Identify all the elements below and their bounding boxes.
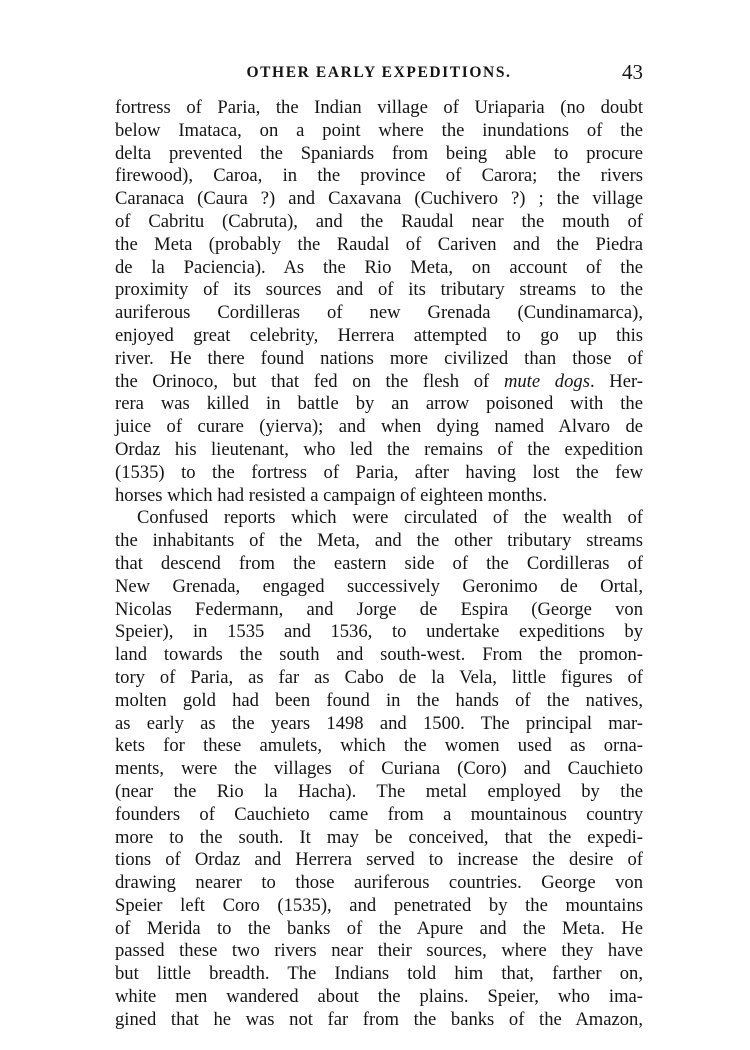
text-line: but little breadth. The Indians told him that, farther on,: [115, 963, 643, 985]
text-line: more to the south. It may be conceived, that the expedi-: [115, 826, 643, 848]
text-line: tions of Ordaz and Herrera served to increase the desire of: [115, 849, 643, 871]
text-line: kets for these amulets, which the women used as orna-: [115, 735, 643, 757]
text-line: (near the Rio la Hacha). The metal employed by the: [115, 780, 643, 802]
text-line: proximity of its sources and of its tributary streams to the: [115, 279, 643, 301]
text-line: delta prevented the Spaniards from being able to procure: [115, 142, 643, 164]
text-line: horses which had resisted a campaign of eighteen months.: [115, 484, 548, 506]
paragraph-1: [115, 97, 643, 507]
text-line: (1535) to the fortress of Paria, after having lost the few: [115, 461, 643, 483]
text-line: auriferous Cordilleras of new Grenada (Cundinamarca),: [115, 302, 643, 324]
text-line: of Cabritu (Cabruta), and the Raudal near the mouth of: [115, 210, 643, 232]
text-line: Speier), in 1535 and 1536, to undertake expeditions by: [115, 621, 643, 643]
text-line: the inhabitants of the Meta, and the other tributary streams: [115, 530, 643, 552]
text-line-with-italic: the Orinoco, but that fed on the flesh of mute dogs. Her-: [115, 370, 643, 392]
body-text: [115, 97, 643, 1032]
text-line: passed these two rivers near their sources, where they have: [115, 940, 643, 962]
page-number: 43: [622, 60, 643, 84]
text-line: below Imataca, on a point where the inundations of the: [115, 119, 643, 141]
text-line: molten gold had been found in the hands of the natives,: [115, 689, 643, 711]
text-line: land towards the south and south-west. From the promon-: [115, 644, 643, 666]
text-line: gined that he was not far from the banks of the Amazon,: [115, 1008, 643, 1030]
text-line: drawing nearer to those auriferous countries. George von: [115, 872, 643, 894]
text-line: of Merida to the banks of the Apure and the Meta. He: [115, 917, 643, 939]
text-line: ments, were the villages of Curiana (Coro) and Cauchieto: [115, 758, 643, 780]
text-line: tory of Paria, as far as Cabo de la Vela, little figures of: [115, 666, 643, 688]
text-line: enjoyed great celebrity, Herrera attempted to go up this: [115, 324, 643, 346]
text-line: Nicolas Federmann, and Jorge de Espira (George von: [115, 598, 643, 620]
text-line: juice of curare (yierva); and when dying named Alvaro de: [115, 416, 643, 438]
text-line: founders of Cauchieto came from a mountainous country: [115, 803, 643, 825]
text-line: firewood), Caroa, in the province of Carora; the rivers: [115, 165, 643, 187]
text-line: Confused reports which were circulated of the wealth of: [137, 507, 643, 529]
text-line: rera was killed in battle by an arrow poisoned with the: [115, 393, 643, 415]
text-line: white men wandered about the plains. Speier, who ima-: [115, 986, 643, 1008]
text-line: de la Paciencia). As the Rio Meta, on account of the: [115, 256, 643, 278]
text-line: fortress of Paria, the Indian village of Uriaparia (no doubt: [115, 97, 643, 118]
text-line: Speier left Coro (1535), and penetrated by the mountains: [115, 894, 643, 916]
running-title: OTHER EARLY EXPEDITIONS.: [246, 64, 512, 81]
running-head: [115, 60, 643, 86]
text-line: Caranaca (Caura ?) and Caxavana (Cuchivero ?) ; the village: [115, 188, 643, 210]
text-line: the Meta (probably the Raudal of Cariven and the Piedra: [115, 233, 643, 255]
text-line: Ordaz his lieutenant, who led the remains of the expedition: [115, 438, 643, 460]
text-line: as early as the years 1498 and 1500. The principal mar-: [115, 712, 643, 734]
text-line: New Grenada, engaged successively Geronimo de Ortal,: [115, 575, 643, 597]
paragraph-2: [115, 507, 643, 1031]
text-line: river. He there found nations more civilized than those of: [115, 347, 643, 369]
text-line: that descend from the eastern side of the Cordilleras of: [115, 552, 643, 574]
